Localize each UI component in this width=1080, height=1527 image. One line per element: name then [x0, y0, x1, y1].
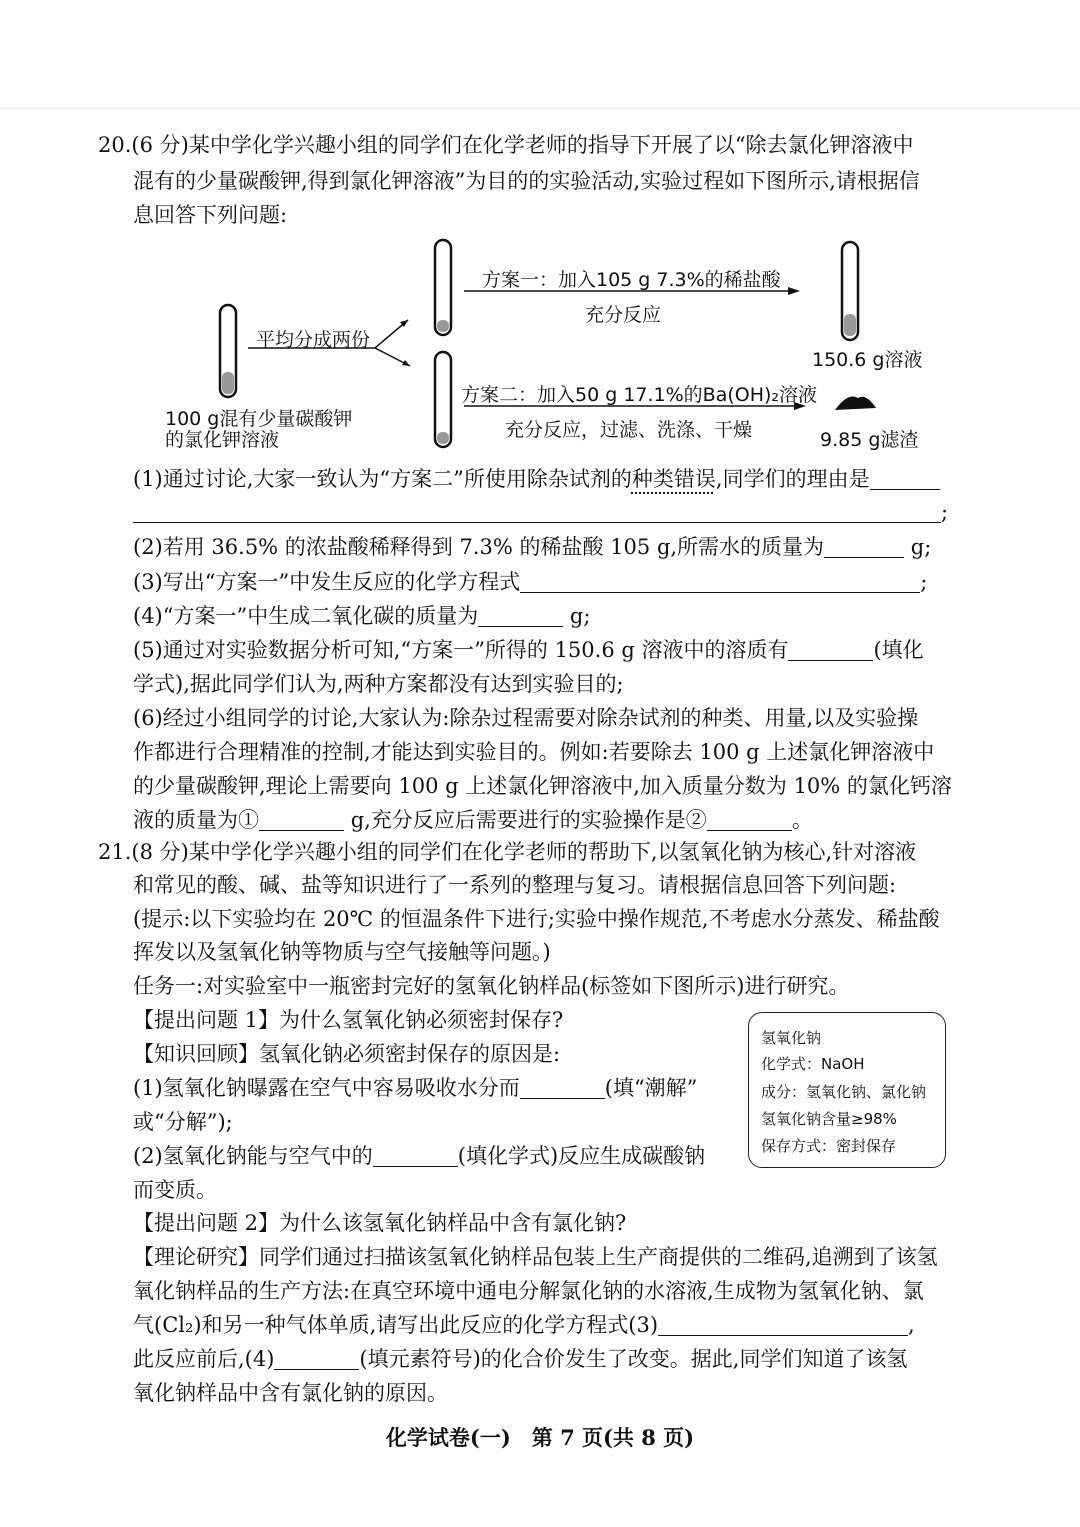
answer-blank-5[interactable]	[788, 638, 873, 661]
split-label: 平均分成两份	[256, 329, 371, 351]
q20-part6-b: 作都进行合理精准的控制,才能达到实验目的。例如:若要除去 100 g 上述氯化钾溶液中	[133, 740, 935, 764]
q21-theory-5: 氧化钠样品中含有氯化钠的原因。	[133, 1381, 448, 1405]
answer-blank-21-4[interactable]	[274, 1347, 359, 1370]
q20-part2: (2)若用 36.5% 的浓盐酸稀释得到 7.3% 的稀盐酸 105 g,所需水的质量为 g;	[133, 535, 932, 559]
q21-theory-3: 气(Cl₂)和另一种气体单质,请写出此反应的化学方程式(3) ,	[133, 1313, 915, 1337]
q21-review-1-cont: 或“分解”);	[133, 1110, 233, 1134]
q21-line1: 21.(8 分)某中学化学兴趣小组的同学们在化学老师的帮助下,以氢氧化钠为核心,针对溶液	[98, 840, 917, 864]
answer-blank-6b[interactable]	[707, 808, 792, 831]
answer-blank-4[interactable]	[478, 604, 563, 627]
q21-review-2-cont: 而变质。	[133, 1178, 217, 1202]
plan1-bottom-label: 充分反应	[585, 304, 662, 326]
experiment-diagram	[0, 230, 1080, 460]
q21-question2: 【提出问题 2】为什么该氢氧化钠样品中含有氯化钠?	[133, 1211, 627, 1235]
answer-blank-1b[interactable]	[133, 500, 941, 523]
result2-label: 9.85 g滤渣	[820, 429, 919, 451]
q20-part6-c: 的少量碳酸钾,理论上需要向 100 g 上述氯化钾溶液中,加入质量分数为 10% 的氯化钙溶	[133, 774, 952, 798]
q20-part6-a: (6)经过小组同学的讨论,大家认为:除杂过程需要对除杂试剂的种类、用量,以及实验操	[133, 706, 919, 730]
answer-blank-2[interactable]	[824, 535, 904, 558]
plan1-top-label: 方案一：加入105 g 7.3%的稀盐酸	[482, 269, 781, 291]
q21-theory-1: 【理论研究】同学们通过扫描该氢氧化钠样品包装上生产商提供的二维码,追溯到了该氢	[133, 1245, 938, 1269]
label-composition: 成分：氢氧化钠、氯化钠	[761, 1083, 927, 1101]
answer-blank-6a[interactable]	[259, 808, 344, 831]
q21-theory-4: 此反应前后,(4) (填元素符号)的化合价发生了改变。据此,同学们知道了该氢	[133, 1347, 908, 1371]
plan2-bottom-label: 充分反应，过滤、洗涤、干燥	[505, 419, 753, 441]
q20-line1: 20.(6 分)某中学化学兴趣小组的同学们在化学老师的指导下开展了以“除去氯化钾溶液中	[98, 133, 914, 157]
q21-line2: 和常见的酸、碱、盐等知识进行了一系列的整理与复习。请根据信息回答下列问题:	[133, 873, 897, 897]
q21-review: 【知识回顾】氢氧化钠必须密封保存的原因是:	[133, 1042, 561, 1066]
q21-review-1: (1)氢氧化钠曝露在空气中容易吸收水分而 (填“潮解”	[133, 1076, 698, 1100]
q21-line4: 挥发以及氢氧化钠等物质与空气接触等问题。)	[133, 940, 551, 964]
precipitate-icon	[835, 397, 876, 411]
start-test-tube-icon	[220, 305, 236, 397]
q21-task1: 任务一:对实验室中一瓶密封完好的氢氧化钠样品(标签如下图所示)进行研究。	[133, 974, 850, 998]
label-formula: 化学式：NaOH	[761, 1055, 865, 1073]
q20-part4: (4)“方案一”中生成二氧化碳的质量为 g;	[133, 604, 591, 628]
result-test-tube-icon	[842, 242, 858, 340]
page-footer: 化学试卷(一) 第 7 页(共 8 页)	[385, 1425, 695, 1450]
q21-review-2: (2)氢氧化钠能与空气中的 (填化学式)反应生成碳酸钠	[133, 1144, 706, 1168]
reagent-label-box	[748, 1012, 946, 1168]
label-content: 氢氧化钠含量≥98%	[761, 1110, 897, 1128]
start-label-1: 100 g混有少量碳酸钾	[165, 408, 353, 430]
q21-line3: (提示:以下实验均在 20℃ 的恒温条件下进行;实验中操作规范,不考虑水分蒸发、稀盐酸	[133, 907, 940, 931]
emphasized-text: 种类错误	[631, 467, 716, 491]
plan2-top-label: 方案二：加入50 g 17.1%的Ba(OH)₂溶液	[461, 384, 818, 406]
result1-label: 150.6 g溶液	[812, 349, 923, 371]
q20-line3: 息回答下列问题:	[133, 203, 288, 227]
q20-part5-cont: 学式),据此同学们认为,两种方案都没有达到实验目的;	[133, 672, 624, 696]
q21-question1: 【提出问题 1】为什么氢氧化钠必须密封保存?	[133, 1008, 564, 1032]
q20-part6-d: 液的质量为① g,充分反应后需要进行的实验操作是② 。	[133, 808, 813, 832]
q20-part1: (1)通过讨论,大家一致认为“方案二”所使用除杂试剂的种类错误,同学们的理由是	[133, 464, 940, 494]
lower-test-tube-icon	[435, 352, 451, 447]
label-name: 氢氧化钠	[761, 1029, 822, 1047]
answer-blank-21-2[interactable]	[373, 1144, 458, 1167]
answer-blank-3[interactable]	[520, 570, 920, 593]
q20-part5: (5)通过对实验数据分析可知,“方案一”所得的 150.6 g 溶液中的溶质有 (填化	[133, 638, 924, 662]
q20-line2: 混有的少量碳酸钾,得到氯化钾溶液”为目的的实验活动,实验过程如下图所示,请根据信	[133, 169, 920, 193]
top-divider	[0, 108, 1080, 109]
answer-blank-1a[interactable]	[870, 467, 940, 490]
q20-part3: (3)写出“方案一”中发生反应的化学方程式 ;	[133, 570, 928, 594]
answer-blank-21-3[interactable]	[658, 1313, 908, 1336]
q20-part1-cont: ;	[133, 497, 948, 527]
q21-theory-2: 氧化钠样品的生产方法:在真空环境中通电分解氯化钠的水溶液,生成物为氢氧化钠、氯	[133, 1279, 924, 1303]
answer-blank-21-1[interactable]	[520, 1076, 605, 1099]
upper-test-tube-icon	[435, 240, 451, 335]
label-storage: 保存方式：密封保存	[761, 1137, 897, 1155]
start-label-2: 的氯化钾溶液	[165, 429, 280, 451]
